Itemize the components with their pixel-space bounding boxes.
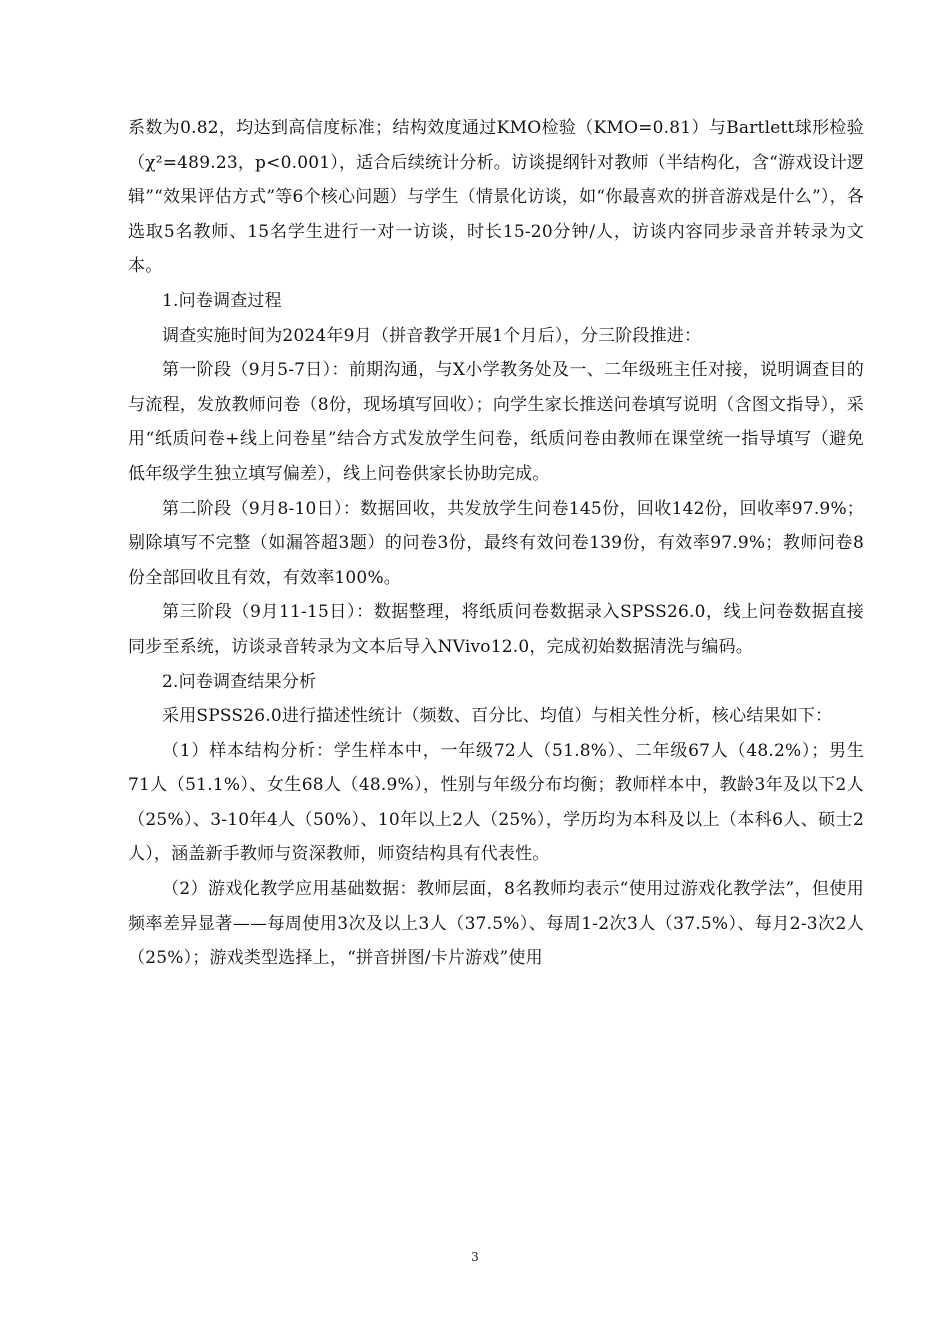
section-heading-survey-process: 1.问卷调查过程 [162, 290, 282, 311]
paragraph-sample-structure: （1）样本结构分析：学生样本中，一年级72人（51.8%）、二年级67人（48.2%）；男生71人（51.1%）、女生68人（48.9%），性别与年级分布均衡；教师样本中，教龄3年及以下2人（25%）、3-10年4人（50%）、10年以上2人（25%），学历均为本科及以上（本科6人、硕士2人），涵盖新手教师与资深教师，师资结构具有代表性。 [128, 740, 864, 865]
page-number: 3 [471, 1250, 479, 1264]
paragraph-stage-two: 第二阶段（9月8-10日）：数据回收，共发放学生问卷145份，回收142份，回收率97.9%；剔除填写不完整（如漏答超3题）的问卷3份，最终有效问卷139份，有效率97.9%；教师问卷8份全部回收且有效，有效率100%。 [128, 498, 864, 588]
section-heading-survey-results: 2.问卷调查结果分析 [162, 671, 317, 692]
paragraph-analysis-method: 采用SPSS26.0进行描述性统计（频数、百分比、均值）与相关性分析，核心结果如下： [162, 706, 833, 727]
paragraph-reliability-validity: 系数为0.82，均达到高信度标准；结构效度通过KMO检验（KMO=0.81）与Bartlett球形检验（χ²=489.23，p<0.001），适合后续统计分析。访谈提纲针对教师（半结构化，含“游戏设计逻辑”“效果评估方式”等6个核心问题）与学生（情景化访谈，如“你最喜欢的拼音游戏是什么”），各选取5名教师、15名学生进行一对一访谈，时长15-20分钟/人，访谈内容同步录音并转录为文本。 [128, 118, 864, 277]
paragraph-stage-three: 第三阶段（9月11-15日）：数据整理，将纸质问卷数据录入SPSS26.0，线上问卷数据直接同步至系统，访谈录音转录为文本后导入NVivo12.0，完成初始数据清洗与编码。 [128, 602, 864, 657]
paragraph-survey-timing: 调查实施时间为2024年9月（拼音教学开展1个月后），分三阶段推进： [162, 325, 702, 346]
paragraph-gamification-basics: （2）游戏化教学应用基础数据：教师层面，8名教师均表示“使用过游戏化教学法”，但使用频率差异显著——每周使用3次及以上3人（37.5%）、每周1-2次3人（37.5%）、每月2-3次2人（25%）；游戏类型选择上，“拼音拼图/卡片游戏”使用 [128, 879, 864, 969]
document-body [128, 111, 864, 976]
paragraph-stage-one: 第一阶段（9月5-7日）：前期沟通，与X小学教务处及一、二年级班主任对接，说明调查目的与流程，发放教师问卷（8份，现场填写回收）；向学生家长推送问卷填写说明（含图文指导），采用“纸质问卷+线上问卷星”结合方式发放学生问卷，纸质问卷由教师在课堂统一指导填写（避免低年级学生独立填写偏差），线上问卷供家长协助完成。 [128, 360, 864, 484]
